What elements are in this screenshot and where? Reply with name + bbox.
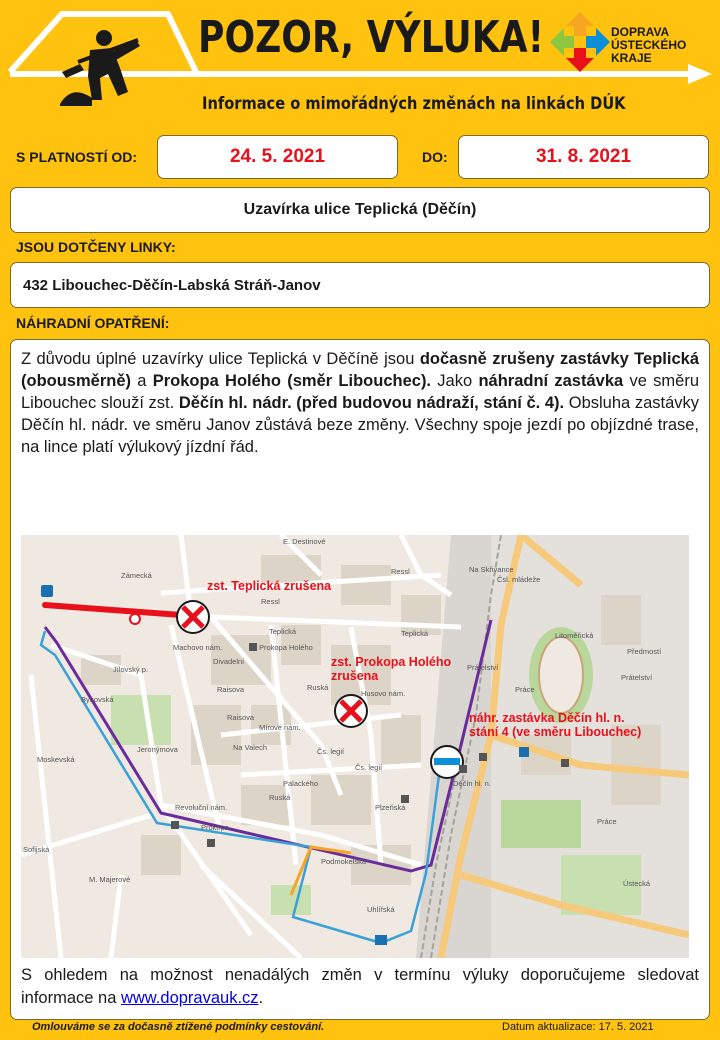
- street-label: Děčín hl. n.: [453, 779, 491, 788]
- duk-arrows-logo: [550, 12, 610, 72]
- street-label: Jeronýmova: [137, 745, 178, 754]
- brand-name: DOPRAVA ÚSTECKÉHO KRAJE: [611, 25, 687, 65]
- street-label: Ressl: [391, 567, 410, 576]
- street-label: Sofijská: [23, 845, 50, 854]
- street-label: Jílovský p.: [113, 665, 149, 674]
- replacement-stop-icon: [431, 746, 463, 778]
- map-label-teplicka: zst. Teplická zrušena: [207, 579, 332, 593]
- street-label: Prokopa Holého: [259, 643, 313, 652]
- street-label: Ressl: [261, 597, 280, 606]
- map-graphic: [21, 535, 689, 958]
- street-label: Zámecká: [121, 571, 152, 580]
- street-label: Bynovská: [81, 695, 114, 704]
- street-label: Divadelní: [213, 657, 245, 666]
- map-label-prokopa: zst. Prokopa Holého zrušena: [331, 655, 452, 683]
- street-label: Husovo nám.: [361, 689, 406, 698]
- update-date: Datum aktualizace: 17. 5. 2021: [502, 1021, 654, 1033]
- cancelled-stop-teplicka: [177, 601, 209, 633]
- measures-label: NÁHRADNÍ OPATŘENÍ:: [16, 315, 170, 331]
- valid-from-label: S PLATNOSTÍ OD:: [16, 149, 138, 165]
- affected-line-item: 432 Libouchec-Děčín-Labská Stráň-Janov: [10, 262, 710, 308]
- cancelled-stop-prokopa-holeho: [335, 695, 367, 727]
- page-subtitle: Informace o mimořádných změnách na linkách DÚK: [202, 94, 626, 114]
- street-label: Čs. legií: [355, 763, 383, 772]
- street-label: Raisova: [227, 713, 255, 722]
- street-label: Na Skřivance: [469, 565, 514, 574]
- street-label: E. Destinové: [283, 537, 326, 546]
- measures-box: [10, 339, 710, 1020]
- street-label: M. Majerové: [89, 875, 131, 884]
- header: [0, 0, 720, 130]
- street-label: Čsl. mládeže: [497, 575, 541, 584]
- street-label: Čs. legií: [317, 747, 345, 756]
- street-label: Ruská: [307, 683, 329, 692]
- street-label: Ústecká: [623, 879, 651, 888]
- street-label: Plzeňská: [375, 803, 406, 812]
- measures-text: Z důvodu úplné uzavírky ulice Teplická v Děčíně jsou dočasně zrušeny zastávky Teplická (obousměrně) a Prokopa Holého (směr Libouchec). Jako náhradní zastávka ve směru Libouchec slouží zst. Děčín hl. nádr. (před budovou nádraží, stání č. 4). Obsluha zastávky Děčín hl. nádr. ve směru Janov zůstává beze změny. Všechny spoje jezdí po objízdné trase, na lince platí výlukový jízdní řád.: [21, 350, 700, 456]
- street-label: Palackého: [283, 779, 319, 788]
- affected-lines-label: JSOU DOTČENY LINKY:: [16, 239, 176, 255]
- street-label: Prokopa: [201, 823, 229, 832]
- street-label: Raisova: [217, 685, 245, 694]
- street-label: Litoměřická: [555, 631, 594, 640]
- valid-to-label: DO:: [422, 149, 448, 165]
- valid-to-value: 31. 8. 2021: [458, 135, 709, 179]
- apology-note: Omlouváme se za dočasně ztížené podmínky cestování.: [32, 1021, 325, 1033]
- street-label: Mírové nám.: [259, 723, 301, 732]
- street-label: Uhlířská: [367, 905, 395, 914]
- map-label-replacement: náhr. zastávka Děčín hl. n. stání 4 (ve směru Libouchec): [469, 711, 642, 739]
- footer-text: S ohledem na možnost nenadálých změn v termínu výluky doporučujeme sledovat informace na www.dopravauk.cz.: [21, 966, 699, 1007]
- page-title: POZOR, VÝLUKA!: [198, 12, 545, 63]
- street-label: Prátelství: [621, 673, 653, 682]
- street-label: Ruská: [269, 793, 291, 802]
- detour-map: [21, 535, 689, 958]
- street-label: Podmokelská: [321, 857, 367, 866]
- street-label: Práce: [597, 817, 617, 826]
- closure-title: Uzavírka ulice Teplická (Děčín): [10, 187, 710, 233]
- roadworks-worker-icon: [60, 30, 140, 106]
- street-label: Revoluční nám.: [175, 803, 228, 812]
- street-label: Práce: [515, 685, 535, 694]
- street-label: Předmostí: [627, 647, 662, 656]
- street-label: Machovo nám.: [173, 643, 223, 652]
- street-label: Prátelství: [467, 663, 499, 672]
- valid-from-value: 24. 5. 2021: [157, 135, 398, 179]
- street-label: Moskevská: [37, 755, 75, 764]
- website-link[interactable]: www.dopravauk.cz: [120, 989, 259, 1007]
- street-label: Teplická: [269, 627, 297, 636]
- street-label: Na Valech: [233, 743, 268, 752]
- street-label: Teplická: [401, 629, 429, 638]
